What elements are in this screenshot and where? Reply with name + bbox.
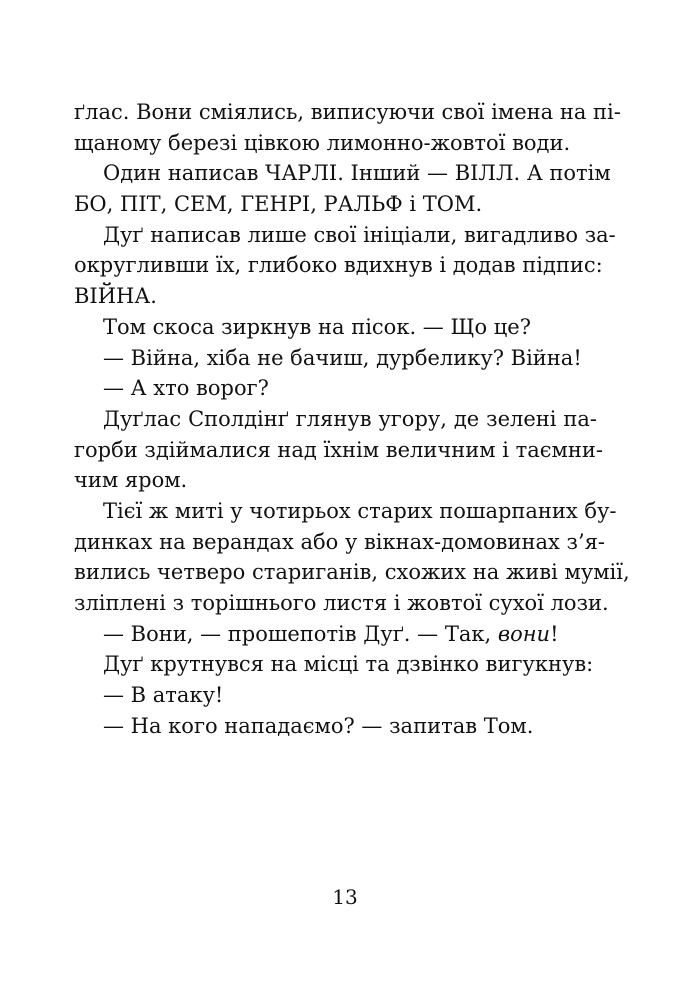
text-line: Тієї ж миті у чотирьох старих пошарпаних бу- xyxy=(103,498,617,523)
page-number: 13 xyxy=(332,885,358,909)
text-line: Дуґ крутнувся на місці та дзвінко вигукнув: xyxy=(103,652,594,677)
text-line xyxy=(74,619,597,650)
text-run: ! xyxy=(550,621,559,646)
text-line: — На кого нападаємо? — запитав Том. xyxy=(103,713,534,738)
text-line: Один написав ЧАРЛІ. Інший — ВІЛЛ. А потім xyxy=(103,161,611,186)
text-line: Том скоса зиркнув на пісок. — Що це? xyxy=(103,314,531,339)
text-line: чим яром. xyxy=(74,468,188,493)
text-line: — А хто ворог? xyxy=(103,376,269,401)
text-run: — Вони, — прошепотів Дуґ. — Так, xyxy=(103,621,498,646)
text-line: динках на верандах або у вікнах-домовинах з’я- xyxy=(74,529,605,554)
text-line: Дуґ написав лише свої ініціали, вигадливо за- xyxy=(103,222,616,247)
text-line: БО, ПІТ, СЕМ, ГЕНРІ, РАЛЬФ і ТОМ. xyxy=(74,192,483,217)
text-line: Дуґлас Сполдінґ глянув угору, де зелені па- xyxy=(103,406,597,431)
text-line: вились четверо стариганів, схожих на живі мумії, xyxy=(74,560,630,585)
text-line: зліплені з торішнього листя і жовтої сухої лози. xyxy=(74,591,609,615)
text-line: округливши їх, глибоко вдихнув і додав підпис: xyxy=(74,253,603,278)
text-line: щаному березі цівкою лимонно-жовтої води. xyxy=(74,130,571,155)
text-line: ґлас. Вони сміялись, виписуючи свої імена на пі- xyxy=(74,100,621,124)
text-line: горби здіймалися над їхнім величним і таємни- xyxy=(74,437,603,462)
italic-text-run: вони xyxy=(497,621,551,646)
text-line: ВІЙНА. xyxy=(74,284,157,309)
text-line: — В атаку! xyxy=(103,683,224,708)
text-line: — Війна, хіба не бачиш, дурбелику? Війна! xyxy=(103,345,582,370)
body-text xyxy=(74,97,630,741)
